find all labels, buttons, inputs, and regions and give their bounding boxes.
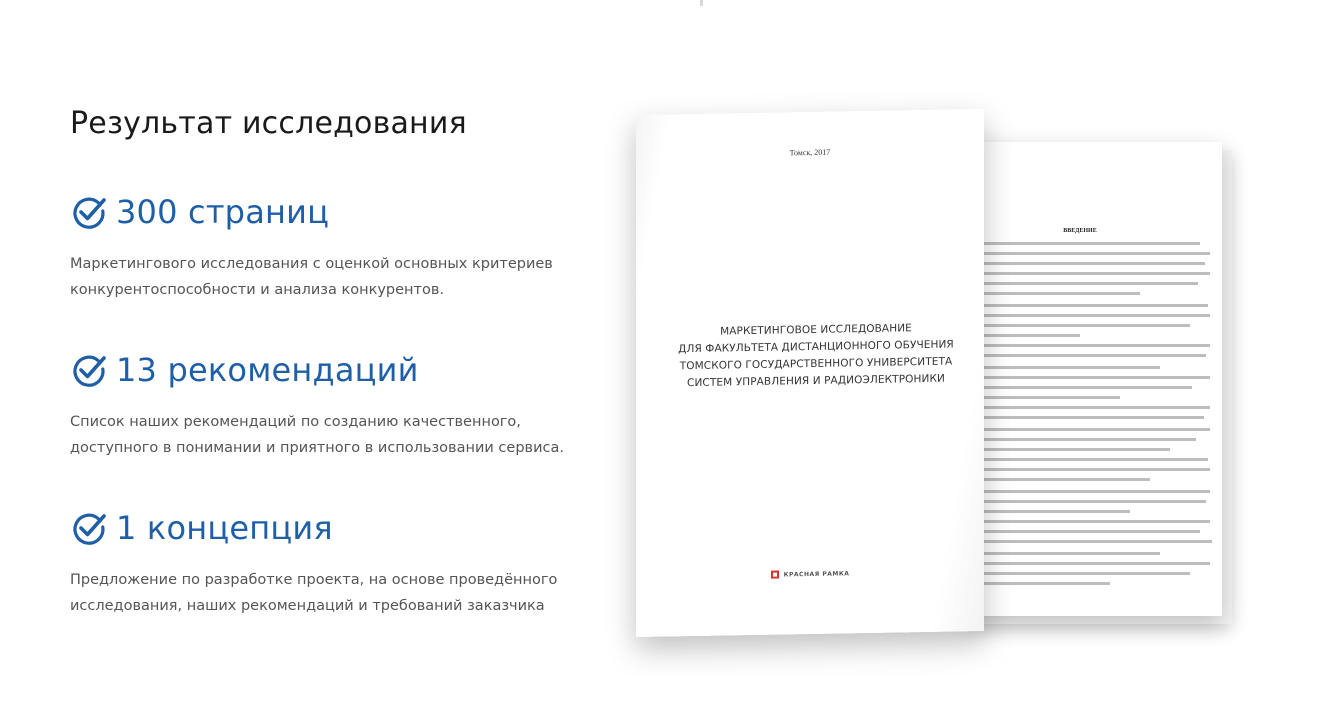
intro-text-line: [960, 552, 1160, 555]
stat-pages-header: [70, 189, 590, 235]
stat-pages-description: [70, 251, 590, 303]
stat-concept-description: [70, 567, 590, 619]
intro-text-line: [960, 428, 1210, 431]
stat-pages-title: 300 страниц: [116, 193, 330, 231]
intro-text-line: [960, 540, 1212, 543]
intro-text-line: [960, 572, 1190, 575]
check-circle-icon: [70, 509, 108, 547]
intro-text-line: [960, 292, 1140, 295]
intro-heading: ВВЕДЕНИЕ: [1063, 228, 1097, 234]
intro-text-line: [960, 468, 1210, 471]
stat-concept-desc-line1: Предложение по разработке проекта, на основе проведённого: [70, 572, 558, 588]
stat-recommendations-desc-line2: доступного в понимании и приятного в использовании сервиса.: [70, 440, 564, 456]
stat-recommendations-title: 13 рекомендаций: [116, 351, 419, 389]
stat-concept-desc-line2: исследования, наших рекомендаций и требований заказчика: [70, 598, 545, 614]
stat-pages: [70, 189, 590, 303]
stat-recommendations: [70, 347, 590, 461]
stat-concept-title: 1 концепция: [116, 509, 333, 547]
report-document-illustration: [620, 100, 1260, 660]
intro-text-line: [960, 376, 1210, 379]
intro-text-line: [960, 324, 1190, 327]
intro-text-line: [960, 242, 1200, 245]
cover-title-line: ДЛЯ ФАКУЛЬТЕТА ДИСТАНЦИОННОГО ОБУЧЕНИЯ: [678, 338, 954, 356]
intro-text-line: [960, 448, 1170, 451]
intro-text-line: [960, 530, 1200, 533]
cover-title-line: СИСТЕМ УПРАВЛЕНИЯ И РАДИОЭЛЕКТРОНИКИ: [687, 372, 945, 390]
intro-text-line: [960, 272, 1210, 275]
stat-recommendations-header: [70, 347, 590, 393]
top-divider-mark: [700, 0, 703, 6]
cover-logo: [636, 567, 984, 581]
intro-text-line: [960, 366, 1160, 369]
intro-text-line: [960, 562, 1210, 565]
intro-text-line: [960, 262, 1205, 265]
intro-text-line: [960, 478, 1150, 481]
intro-text-line: [960, 438, 1196, 441]
intro-text-line: [960, 406, 1210, 409]
cover-title: [666, 319, 966, 392]
intro-text-line: [960, 396, 1120, 399]
intro-text-line: [960, 416, 1204, 419]
intro-text-line: [960, 252, 1210, 255]
intro-text-line: [960, 458, 1208, 461]
check-circle-icon: [70, 193, 108, 231]
document-intro-page: [960, 142, 1222, 616]
intro-text-line: [960, 520, 1210, 523]
intro-text-line: [960, 386, 1192, 389]
intro-text-line: [960, 304, 1208, 307]
stat-pages-desc-line1: Маркетингового исследования с оценкой основных критериев: [70, 256, 553, 272]
stat-pages-desc-line2: конкурентоспособности и анализа конкурентов.: [70, 282, 444, 298]
cover-title-line: МАРКЕТИНГОВОЕ ИССЛЕДОВАНИЕ: [720, 322, 912, 338]
stat-recommendations-description: [70, 409, 590, 461]
intro-text-line: [960, 314, 1210, 317]
logo-frame-icon: [771, 571, 779, 579]
cover-title-line: ТОМСКОГО ГОСУДАРСТВЕННОГО УНИВЕРСИТЕТА: [679, 355, 953, 373]
document-cover-page: [636, 109, 984, 637]
cover-city-year: Томск, 2017: [789, 147, 831, 158]
stat-recommendations-desc-line1: Список наших рекомендаций по созданию качественного,: [70, 414, 521, 430]
intro-text-line: [960, 282, 1198, 285]
logo-text: КРАСНАЯ РАМКА: [783, 569, 850, 578]
intro-text-line: [960, 490, 1210, 493]
intro-text-line: [960, 510, 1130, 513]
intro-text-line: [960, 344, 1210, 347]
intro-text-line: [960, 500, 1206, 503]
stat-concept-header: [70, 505, 590, 551]
intro-text-line: [960, 354, 1206, 357]
check-circle-icon: [70, 351, 108, 389]
stat-concept: [70, 505, 590, 619]
section-title: Результат исследования: [70, 106, 467, 141]
